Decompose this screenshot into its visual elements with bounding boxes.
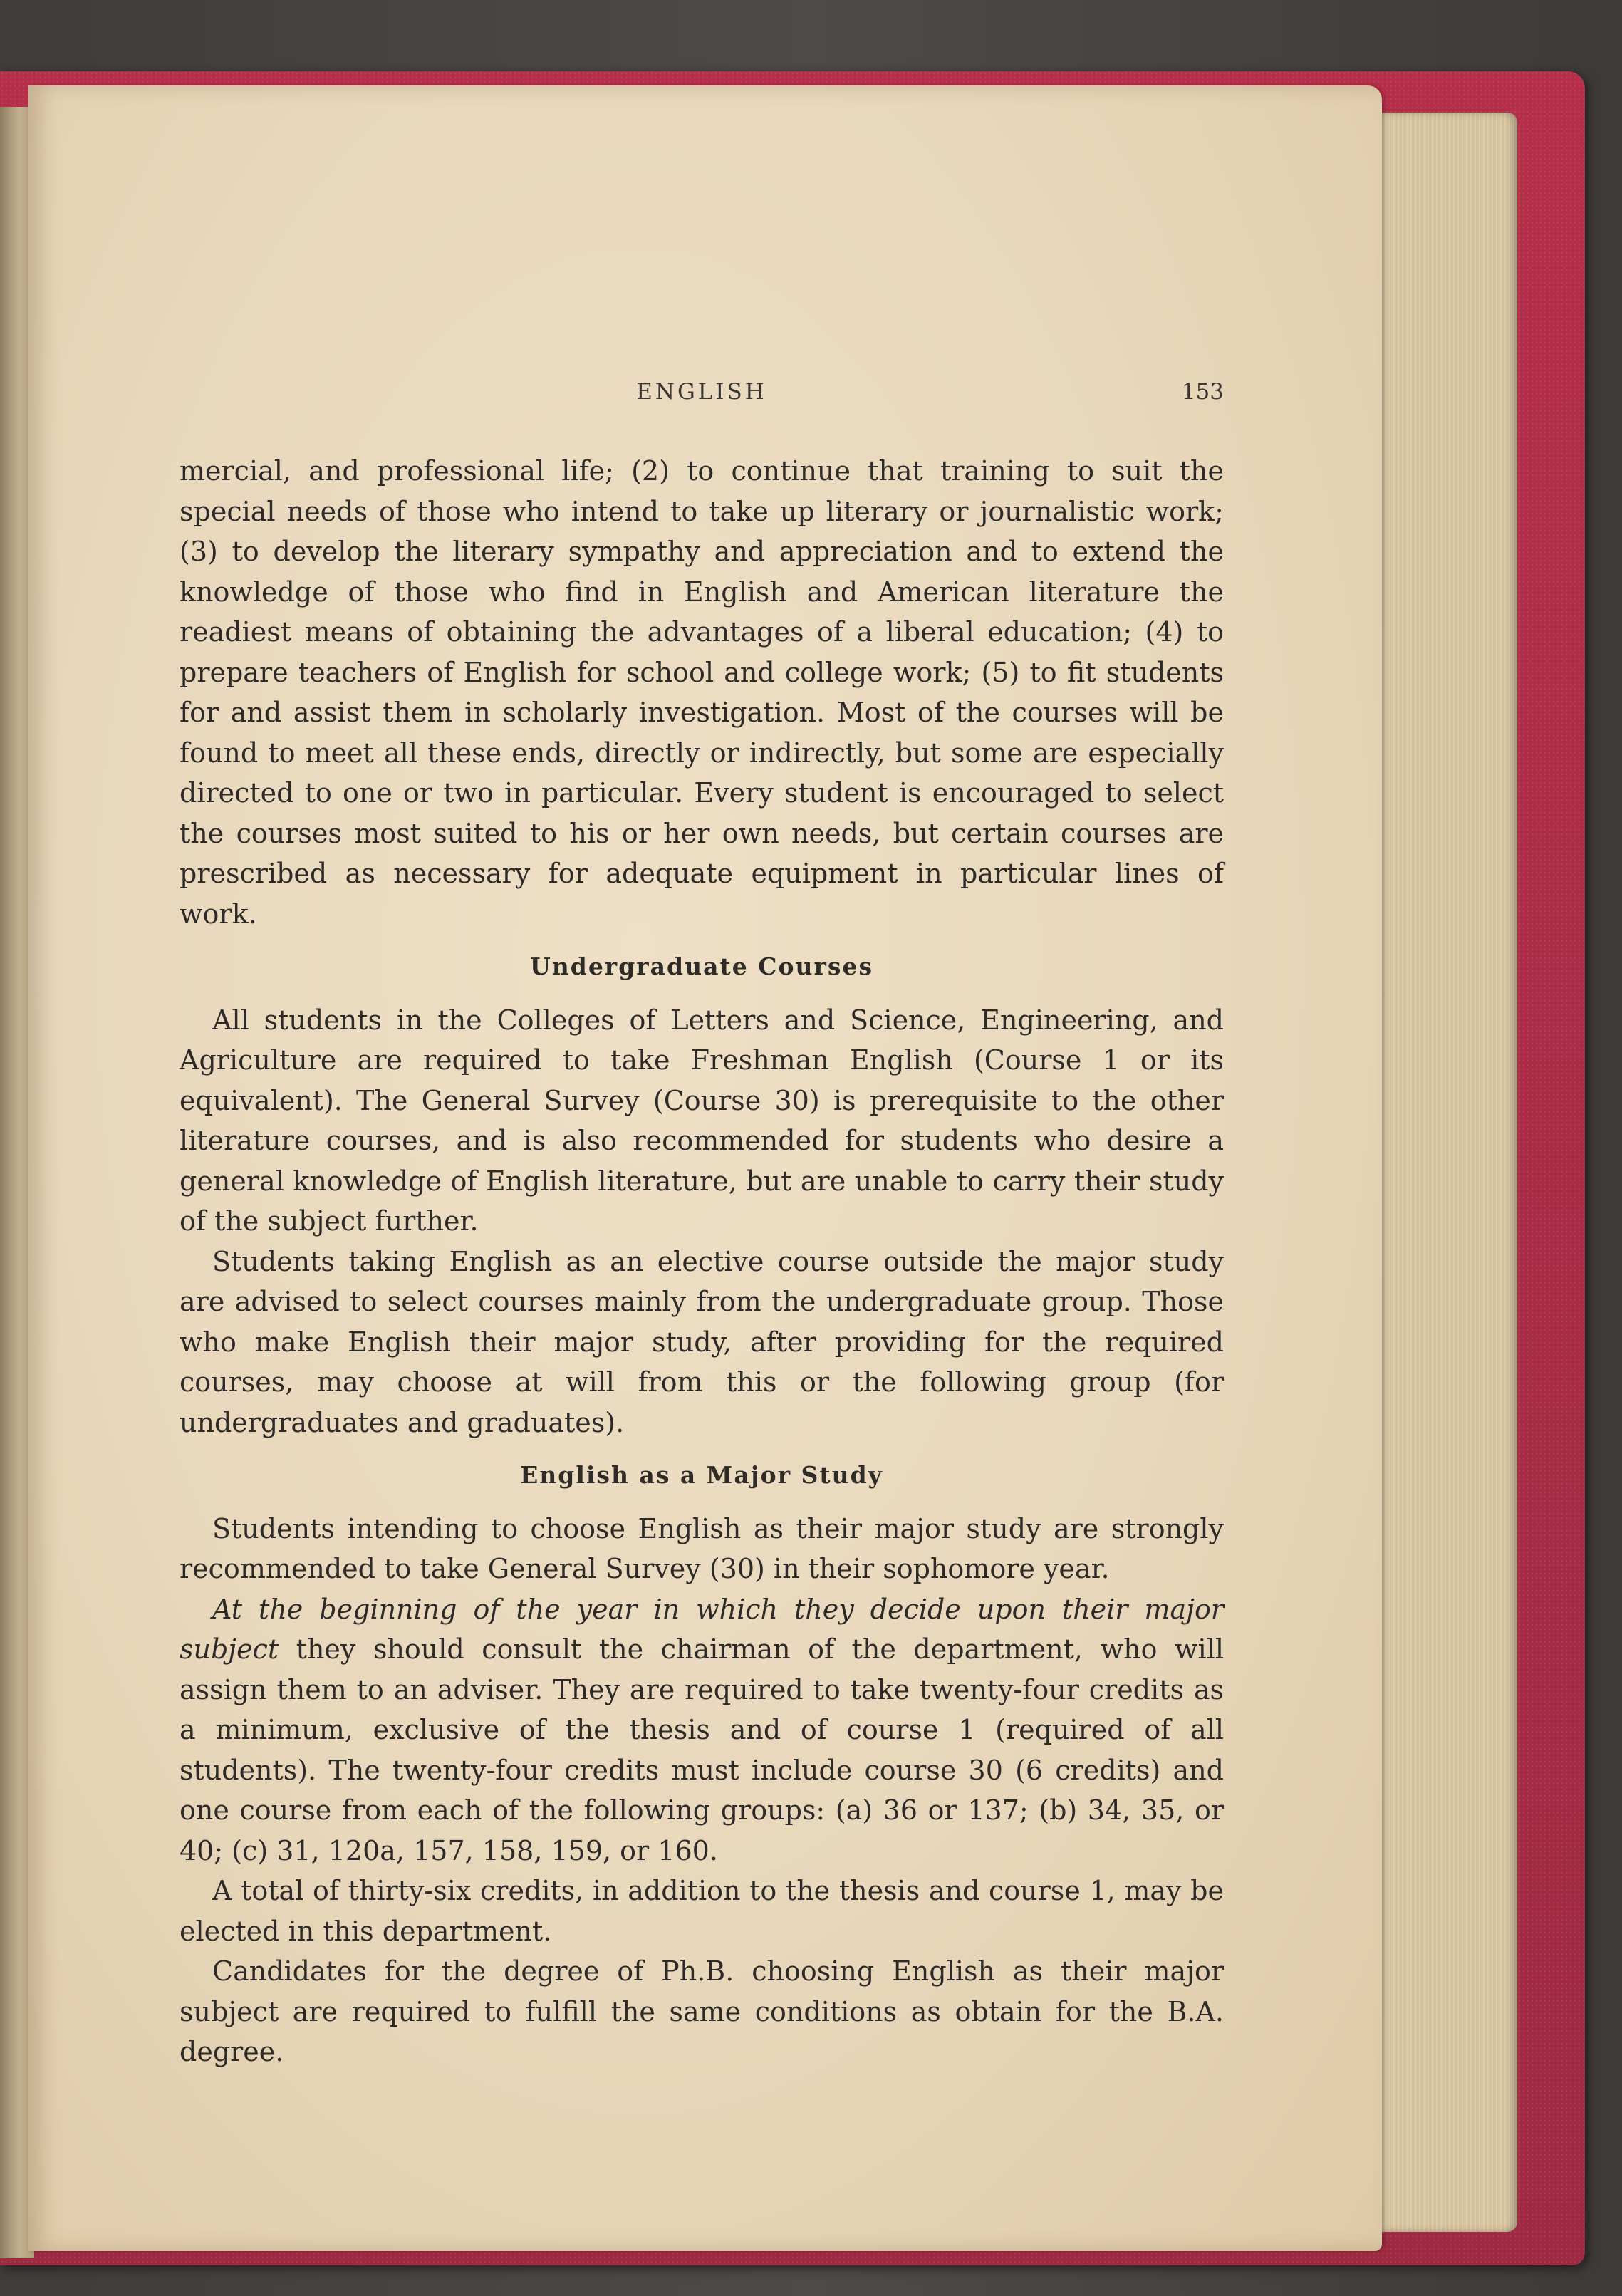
heading-undergraduate-courses: Undergraduate Courses <box>529 952 874 980</box>
major-paragraph-1: Students intending to choose English as their major study are strongly recommended to take General Survey (30) in their sophomore year. <box>180 1512 1224 1584</box>
major-paragraph-4: Candidates for the degree of Ph.B. choosing English as their major subject are required to fulfill the same conditions as obtain for the B.A. degree. <box>180 1955 1224 2067</box>
heading-english-major-study: English as a Major Study <box>520 1461 883 1489</box>
book-page <box>28 85 1382 2251</box>
major-paragraph-3: A total of thirty-six credits, in addition to the thesis and course 1, may be elected in this department. <box>180 1875 1224 1947</box>
running-header <box>180 372 1224 403</box>
major-paragraph-2 <box>180 1589 1224 1871</box>
running-title: ENGLISH <box>636 379 767 405</box>
page-number: 153 <box>1181 379 1224 405</box>
intro-paragraph: mercial, and professional life; (2) to continue that training to suit the special needs of those who intend to take up literary or journalistic work; (3) to develop the literary sympathy and appreciation and to extend the knowledge of those who find in English and American literature the readiest means of obtaining the advantages of a liberal education; (4) to prepare teachers of English for school and college work; (5) to fit students for and assist them in scholarly investigation. Most of the courses will be found to meet all these ends, directly or indirectly, but some are especially directed to one or two in particular. Every student is encouraged to select the courses most suited to his or her own needs, but certain courses are prescribed as necessary for adequate equipment in particular lines of work. <box>180 455 1224 930</box>
undergraduate-paragraph-1: All students in the Colleges of Letters and Science, Engineering, and Agriculture are required to take Freshman English (Course 1 or its equivalent). The General Survey (Course 30) is prerequisite to the other literature courses, and is also recommended for students who desire a general knowledge of English literature, but are unable to carry their study of the subject further. <box>180 1004 1224 1237</box>
major-paragraph-2-italic: At the beginning of the year in which they decide upon their major subject <box>180 1593 1224 1665</box>
undergraduate-paragraph-2: Students taking English as an elective course outside the major study are advised to select courses mainly from the undergraduate group. Those who make English their major study, after providing for the required courses, may choose at will from this or the following group (for undergraduates and graduates). <box>180 1245 1224 1438</box>
major-paragraph-2-rest: they should consult the chairman of the department, who will assign them to an adviser. They are required to take twenty-four credits as a minimum, exclusive of the thesis and of course 1 (required of all students). The twenty-four credits must include course 30 (6 credits) and one course from each of the following groups: (a) 36 or 137; (b) 34, 35, or 40; (c) 31, 120a, 157, 158, 159, or 160. <box>180 1633 1224 1866</box>
page-body <box>180 451 1224 2072</box>
